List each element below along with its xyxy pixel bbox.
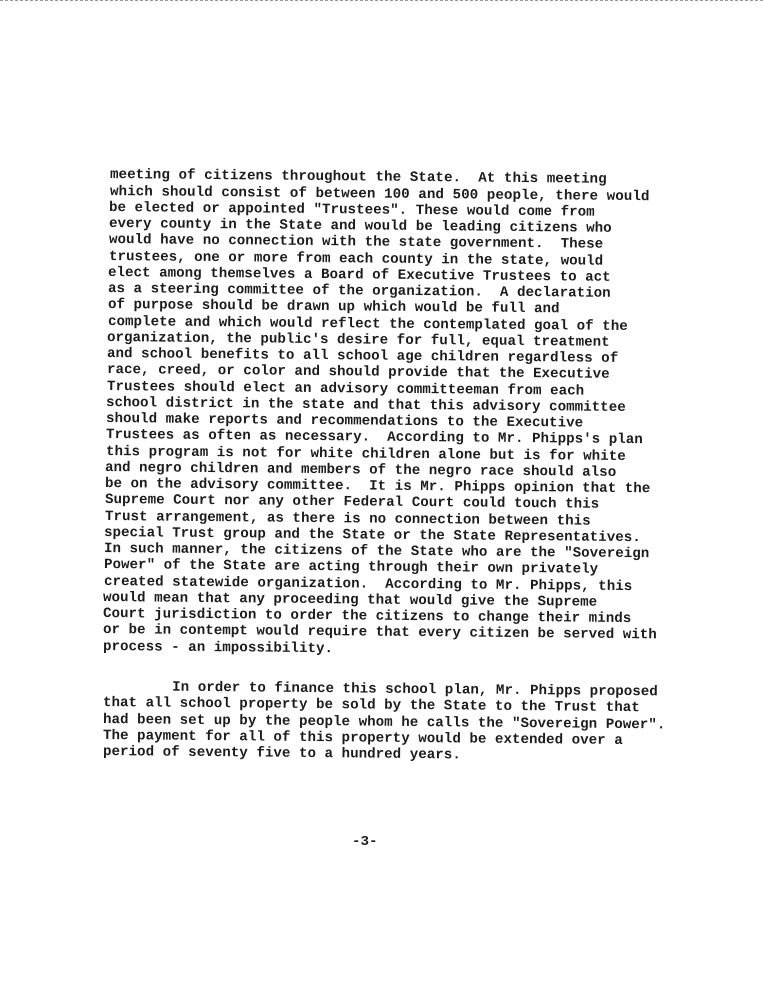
text-line: Trustees as often as necessary. According to Mr. Phipps's plan (105, 427, 643, 449)
text-line: this program is not for white children alone but is for white (105, 444, 626, 465)
text-line: would have no connection with the state government. These (108, 232, 604, 253)
text-line: special Trust group and the State or the State Representatives. (103, 525, 641, 547)
page-number: -3- (352, 834, 378, 850)
text-line: as a steering committee of the organization. A declaration (107, 281, 611, 302)
text-line: trustees, one or more from each county in the state, would (108, 249, 604, 270)
text-line: would mean that any proceeding that would give the Supreme (102, 590, 598, 611)
text-line: In such manner, the citizens of the State who are the "Sovereign (103, 541, 650, 563)
text-line: The payment for all of this property would be extended over a (102, 728, 623, 749)
text-line: race, creed, or color and should provide that the Executive (106, 362, 610, 383)
text-line: had been set up by the people whom he calls the "Sovereign Power". (102, 712, 666, 734)
text-line: Court jurisdiction to order the citizens to change their minds (102, 606, 632, 628)
text-line: Supreme Court nor any other Federal Court could touch this (104, 492, 600, 513)
text-line: and negro children and members of the negro race should also (104, 460, 617, 481)
text-line: Trustees should elect an advisory committeeman from each (106, 379, 585, 400)
text-line: which should consist of between 100 and 500 people, there would (109, 184, 650, 206)
text-line: school district in the state and that this advisory committee (105, 395, 626, 416)
text-line: or be in contempt would require that every citizen be served with (102, 622, 657, 644)
text-line: Power" of the State are acting through their own privately (103, 557, 599, 578)
text-line: complete and which would reflect the contemplated goal of the (107, 314, 628, 335)
text-line: every county in the State and would be leading citizens who (108, 216, 612, 237)
text-line: and school benefits to all school age children regardless of (106, 346, 619, 367)
text-line: In order to finance this school plan, Mr. Phipps proposed (103, 679, 658, 701)
text-line: meeting of citizens throughout the State. At this meeting (109, 167, 607, 188)
text-line: created statewide organization. According to Mr. Phipps, this (103, 574, 633, 596)
text-line: period of seventy five to a hundred years. (102, 744, 461, 764)
text-line: be elected or appointed "Trustees". These would come from (108, 200, 595, 221)
text-line: organization, the public's desire for full, equal treatment (106, 330, 610, 351)
text-line: Trust arrangement, as there is no connection between this (104, 509, 591, 530)
text-line: should make reports and recommendations to the Executive (105, 411, 584, 432)
text-line: process - an impossibility. (102, 639, 334, 658)
text-line: of purpose should be drawn up which would be full and (107, 297, 560, 318)
text-line: that all school property be sold by the State to the Trust that (102, 695, 640, 717)
text-line: elect among themselves a Board of Executive Trustees to act (107, 265, 611, 286)
text-line: be on the advisory committee. It is Mr. Phipps opinion that the (104, 476, 651, 498)
